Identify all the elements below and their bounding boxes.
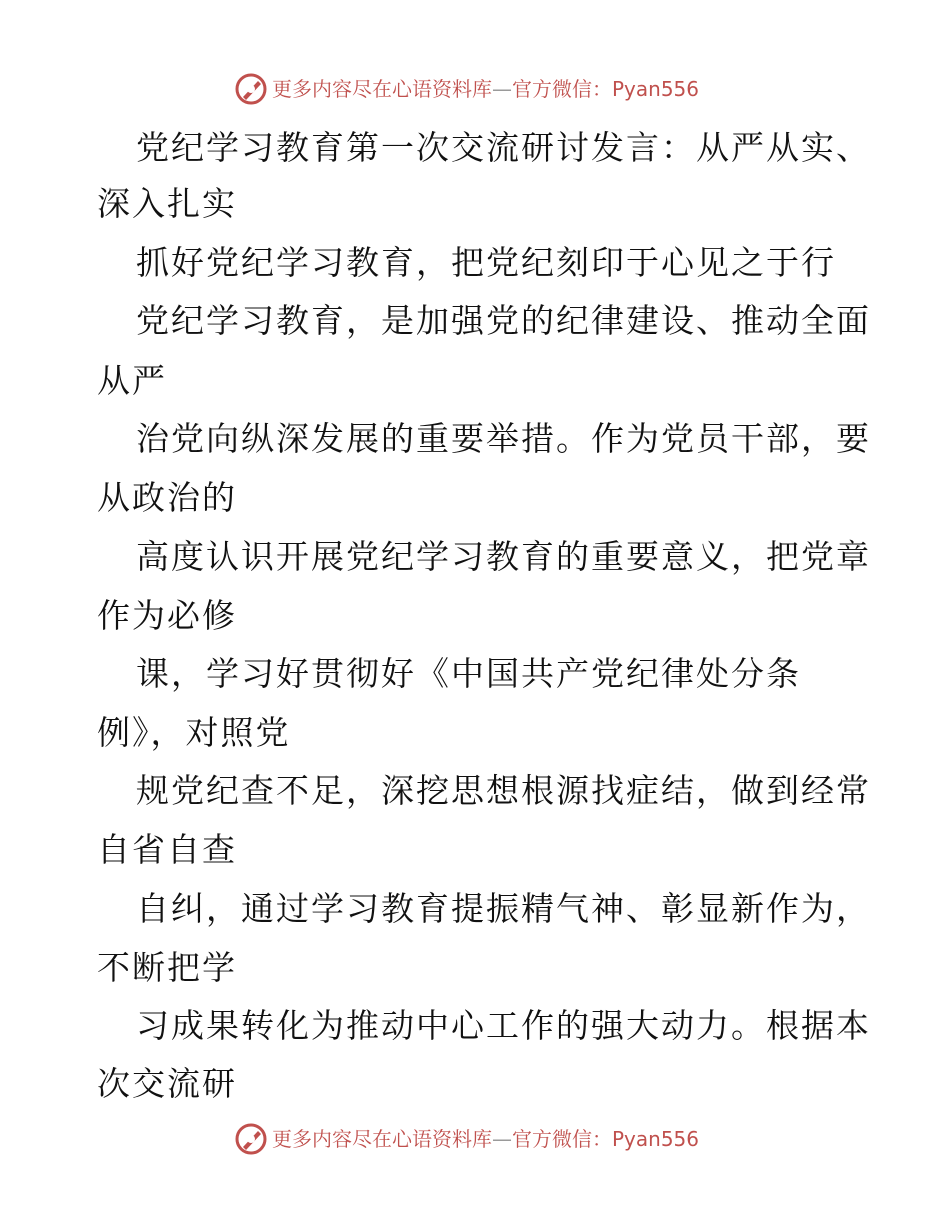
pen-logo-icon xyxy=(234,1122,268,1156)
paragraph-line: 不断把学 xyxy=(97,948,237,987)
paragraph-line: 从严 xyxy=(97,361,167,400)
paragraph-line: 作为必修 xyxy=(97,596,237,635)
paragraph-line: 课，学习好贯彻好《中国共产党纪律处分条 xyxy=(136,654,801,693)
paragraph-line: 次交流研 xyxy=(97,1064,237,1103)
title-line-1: 党纪学习教育第一次交流研讨发言：从严从实、 xyxy=(136,128,871,167)
paragraph-line: 习成果转化为推动中心工作的强大动力。根据本 xyxy=(136,1006,871,1045)
footer-watermark xyxy=(0,1122,950,1162)
paragraph-line: 高度认识开展党纪学习教育的重要意义，把党章 xyxy=(136,537,871,576)
paragraph-line: 从政治的 xyxy=(97,478,237,517)
title-line-2: 深入扎实 xyxy=(97,184,237,223)
paragraph-line: 党纪学习教育，是加强党的纪律建设、推动全面 xyxy=(136,301,871,340)
paragraph-line: 例》，对照党 xyxy=(97,713,291,752)
pen-logo-icon xyxy=(234,72,268,106)
subtitle: 抓好党纪学习教育，把党纪刻印于心见之于行 xyxy=(136,243,836,282)
watermark-text: 更多内容尽在心语资料库—官方微信：Pyan556 xyxy=(272,1127,700,1151)
paragraph-line: 治党向纵深发展的重要举措。作为党员干部，要 xyxy=(136,419,871,458)
paragraph-line: 规党纪查不足，深挖思想根源找症结，做到经常 xyxy=(136,771,871,810)
paragraph-line: 自纠，通过学习教育提振精气神、彰显新作为， xyxy=(136,889,871,928)
paragraph-line: 自省自查 xyxy=(97,830,237,869)
watermark-text: 更多内容尽在心语资料库—官方微信：Pyan556 xyxy=(272,77,700,101)
header-watermark xyxy=(0,72,950,112)
